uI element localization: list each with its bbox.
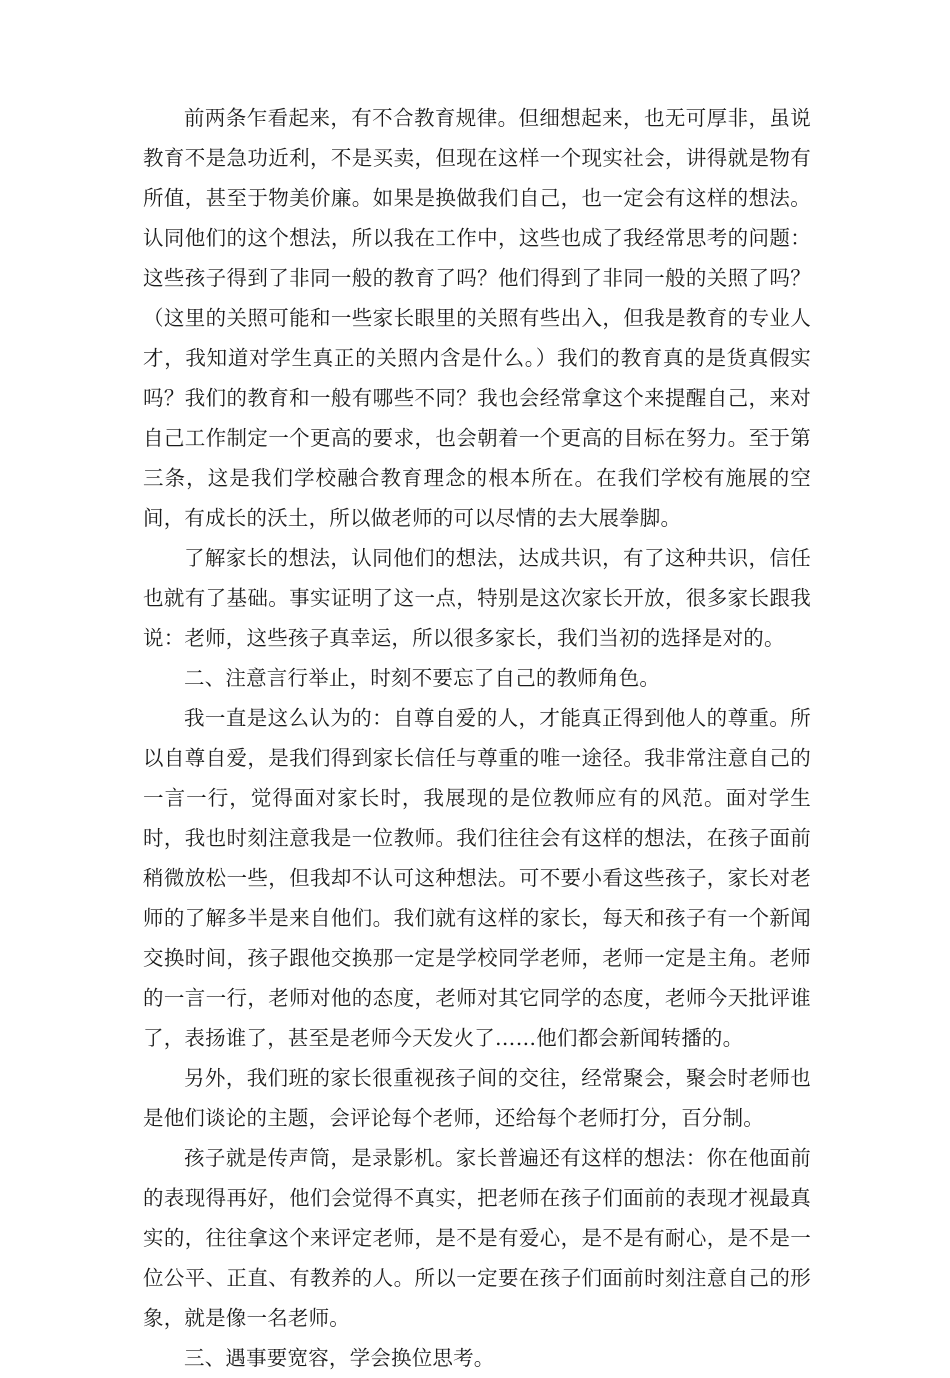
document-body bbox=[143, 98, 811, 1378]
section-heading-3: 三、遇事要宽容，学会换位思考。 bbox=[184, 1346, 495, 1370]
paragraph-5: 孩子就是传声筒，是录影机。家长普遍还有这样的想法：你在他面前的表现得再好，他们会觉得不真实，把老师在孩子们面前的表现才视最真实的，往往拿这个来评定老师，是不是有爱心，是不是有耐心，是不是一位公平、正直、有教养的人。所以一定要在孩子们面前时刻注意自己的形象，就是像一名老师。 bbox=[143, 1146, 811, 1330]
paragraph-1: 前两条乍看起来，有不合教育规律。但细想起来，也无可厚非，虽说教育不是急功近利，不是买卖，但现在这样一个现实社会，讲得就是物有所值，甚至于物美价廉。如果是换做我们自己，也一定会有这样的想法。认同他们的这个想法，所以我在工作中，这些也成了我经常思考的问题：这些孩子得到了非同一般的教育了吗？他们得到了非同一般的关照了吗？（这里的关照可能和一些家长眼里的关照有些出入，但我是教育的专业人才，我知道对学生真正的关照内含是什么。）我们的教育真的是货真假实吗？我们的教育和一般有哪些不同？我也会经常拿这个来提醒自己，来对自己工作制定一个更高的要求，也会朝着一个更高的目标在努力。至于第三条，这是我们学校融合教育理念的根本所在。在我们学校有施展的空间，有成长的沃土，所以做老师的可以尽情的去大展拳脚。 bbox=[143, 106, 811, 530]
paragraph-3: 我一直是这么认为的：自尊自爱的人，才能真正得到他人的尊重。所以自尊自爱，是我们得到家长信任与尊重的唯一途径。我非常注意自己的一言一行，觉得面对家长时，我展现的是位教师应有的风范。面对学生时，我也时刻注意我是一位教师。我们往往会有这样的想法，在孩子面前稍微放松一些，但我却不认可这种想法。可不要小看这些孩子，家长对老师的了解多半是来自他们。我们就有这样的家长，每天和孩子有一个新闻交换时间，孩子跟他交换那一定是学校同学老师，老师一定是主角。老师的一言一行，老师对他的态度，老师对其它同学的态度，老师今天批评谁了，表扬谁了，甚至是老师今天发火了……他们都会新闻转播的。 bbox=[143, 706, 811, 1050]
section-heading-2: 二、注意言行举止，时刻不要忘了自己的教师角色。 bbox=[184, 666, 661, 690]
paragraph-4: 另外，我们班的家长很重视孩子间的交往，经常聚会，聚会时老师也是他们谈论的主题，会评论每个老师，还给每个老师打分，百分制。 bbox=[143, 1066, 811, 1130]
paragraph-2: 了解家长的想法，认同他们的想法，达成共识，有了这种共识，信任也就有了基础。事实证明了这一点，特别是这次家长开放，很多家长跟我说：老师，这些孩子真幸运，所以很多家长，我们当初的选择是对的。 bbox=[143, 546, 811, 650]
